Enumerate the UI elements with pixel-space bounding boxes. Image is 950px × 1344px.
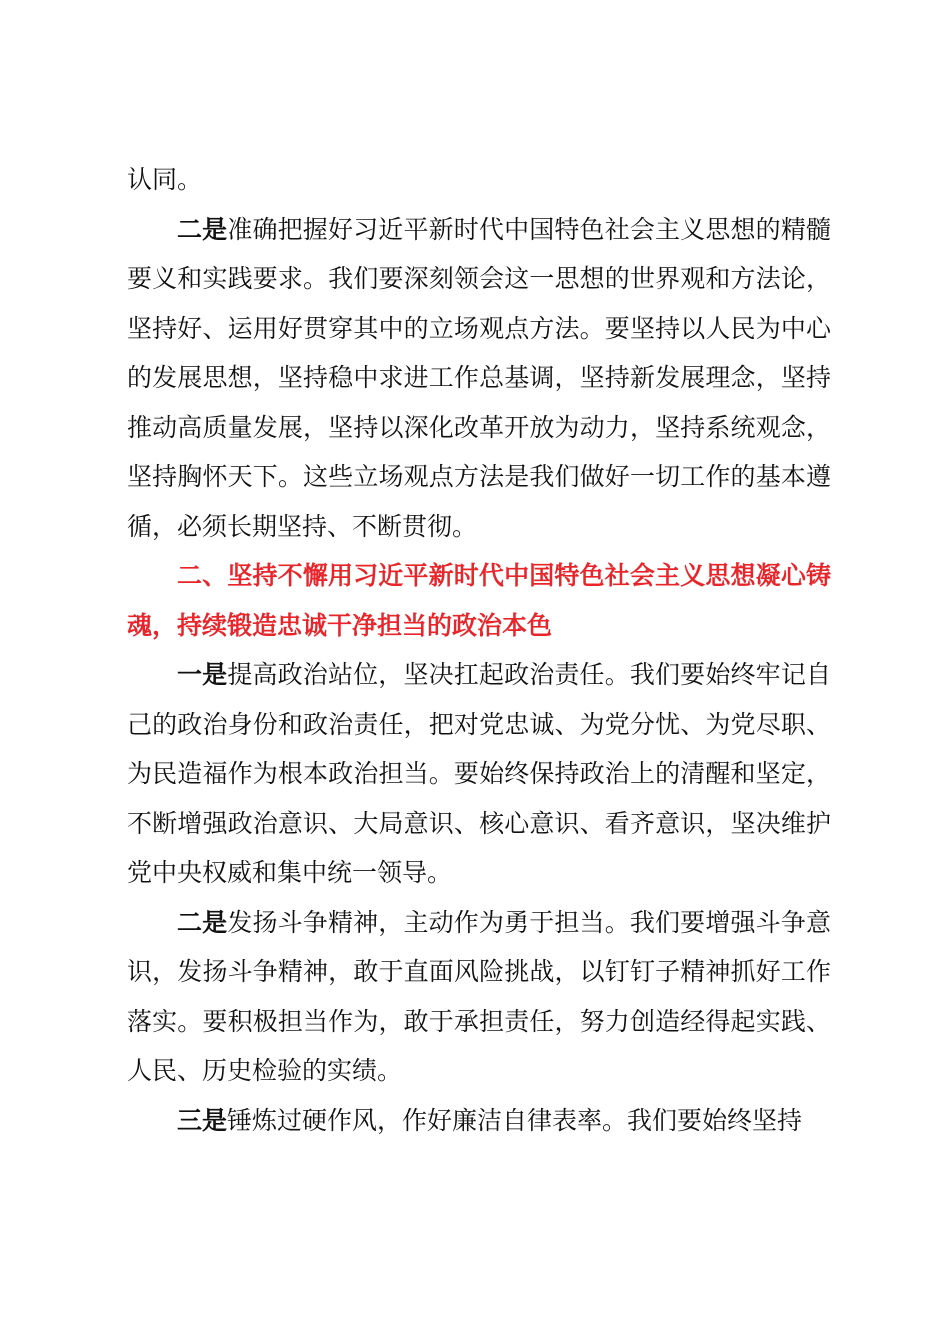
paragraph-text: 锤炼过硬作风，作好廉洁自律表率。我们要始终坚持 — [227, 1105, 803, 1135]
paragraph-lead: 二是 — [177, 214, 228, 244]
paragraph-point-one — [127, 650, 831, 898]
paragraph-point-three — [127, 1096, 831, 1146]
paragraph-lead: 二是 — [177, 907, 228, 937]
paragraph-point-two — [127, 205, 831, 552]
paragraph-lead: 一是 — [177, 660, 228, 689]
paragraph-text: 提高政治站位，坚决扛起政治责任。我们要始终牢记自己的政治身份和政治责任，把对党忠诚、为党分忧、为党尽职、为民造福作为根本政治担当。要始终保持政治上的清醒和坚定，不断增强政治意识、大局意识、核心意识、看齐意识，坚决维护党中央权威和集中统一领导。 — [127, 660, 831, 887]
paragraph-lead: 三是 — [177, 1105, 228, 1135]
paragraph-continuation — [127, 155, 831, 205]
document-body — [127, 155, 831, 1145]
paragraph-text: 准确把握好习近平新时代中国特色社会主义思想的精髓要义和实践要求。我们要深刻领会这一思想的世界观和方法论，坚持好、运用好贯穿其中的立场观点方法。要坚持以人民为中心的发展思想，坚持稳中求进工作总基调，坚持新发展理念，坚持推动高质量发展，坚持以深化改革开放为动力，坚持系统观念，坚持胸怀天下。这些立场观点方法是我们做好一切工作的基本遵循，必须长期坚持、不断贯彻。 — [127, 214, 831, 541]
paragraph-text: 发扬斗争精神，主动作为勇于担当。我们要增强斗争意识，发扬斗争精神，敢于直面风险挑战，以钉钉子精神抓好工作落实。要积极担当作为，敢于承担责任，努力创造经得起实践、人民、历史检验的实绩。 — [127, 907, 831, 1085]
paragraph-point-two-b — [127, 898, 831, 1096]
paragraph-text: 认同。 — [127, 165, 203, 194]
section-heading: 二、坚持不懈用习近平新时代中国特色社会主义思想凝心铸魂，持续锻造忠诚干净担当的政治本色 — [127, 561, 831, 640]
